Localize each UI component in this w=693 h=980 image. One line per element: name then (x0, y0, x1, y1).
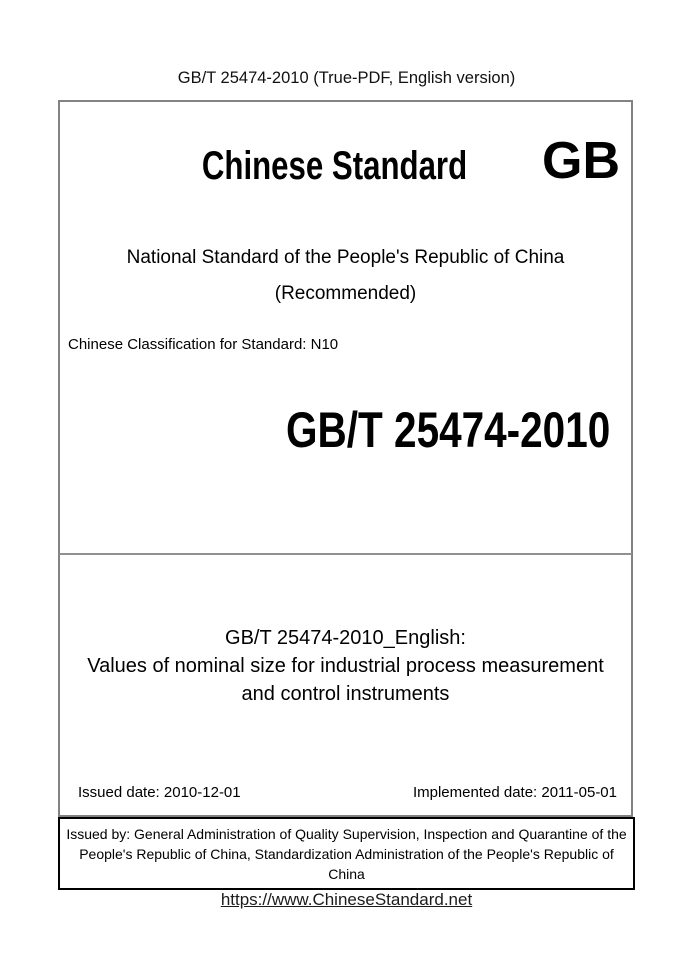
chinesestandard-link[interactable]: https://www.ChineseStandard.net (220, 890, 473, 909)
english-title-line2: Values of nominal size for industrial process measurement (87, 655, 604, 677)
section-divider (59, 553, 632, 555)
issued-by-text: Issued by: General Administration of Quality Supervision, Inspection and Quarantine of the People's Republic of China, Standardization Administration of the People's Republic of China (66, 826, 627, 882)
cover-main-box (58, 100, 633, 817)
brand-title: Chinese Standard (201, 144, 468, 188)
issued-by-box (58, 817, 635, 890)
english-title-line3: and control instruments (241, 683, 450, 705)
english-title-block (60, 624, 631, 708)
national-standard-subtitle: National Standard of the People's Republic of China (126, 247, 565, 268)
site-link-row (0, 890, 693, 910)
gb-logo: GB (542, 132, 620, 190)
dates-row (60, 785, 631, 800)
classification-label: Chinese Classification for Standard: N10 (68, 336, 339, 353)
page-header-title: GB/T 25474-2010 (True-PDF, English version) (177, 69, 516, 87)
recommended-subtitle: (Recommended) (274, 283, 417, 304)
implemented-date: Implemented date: 2011-05-01 (412, 784, 617, 801)
issued-date: Issued date: 2010-12-01 (78, 784, 241, 801)
english-title-line1: GB/T 25474-2010_English: (225, 627, 466, 649)
standard-number: GB/T 25474-2010 (285, 402, 610, 458)
